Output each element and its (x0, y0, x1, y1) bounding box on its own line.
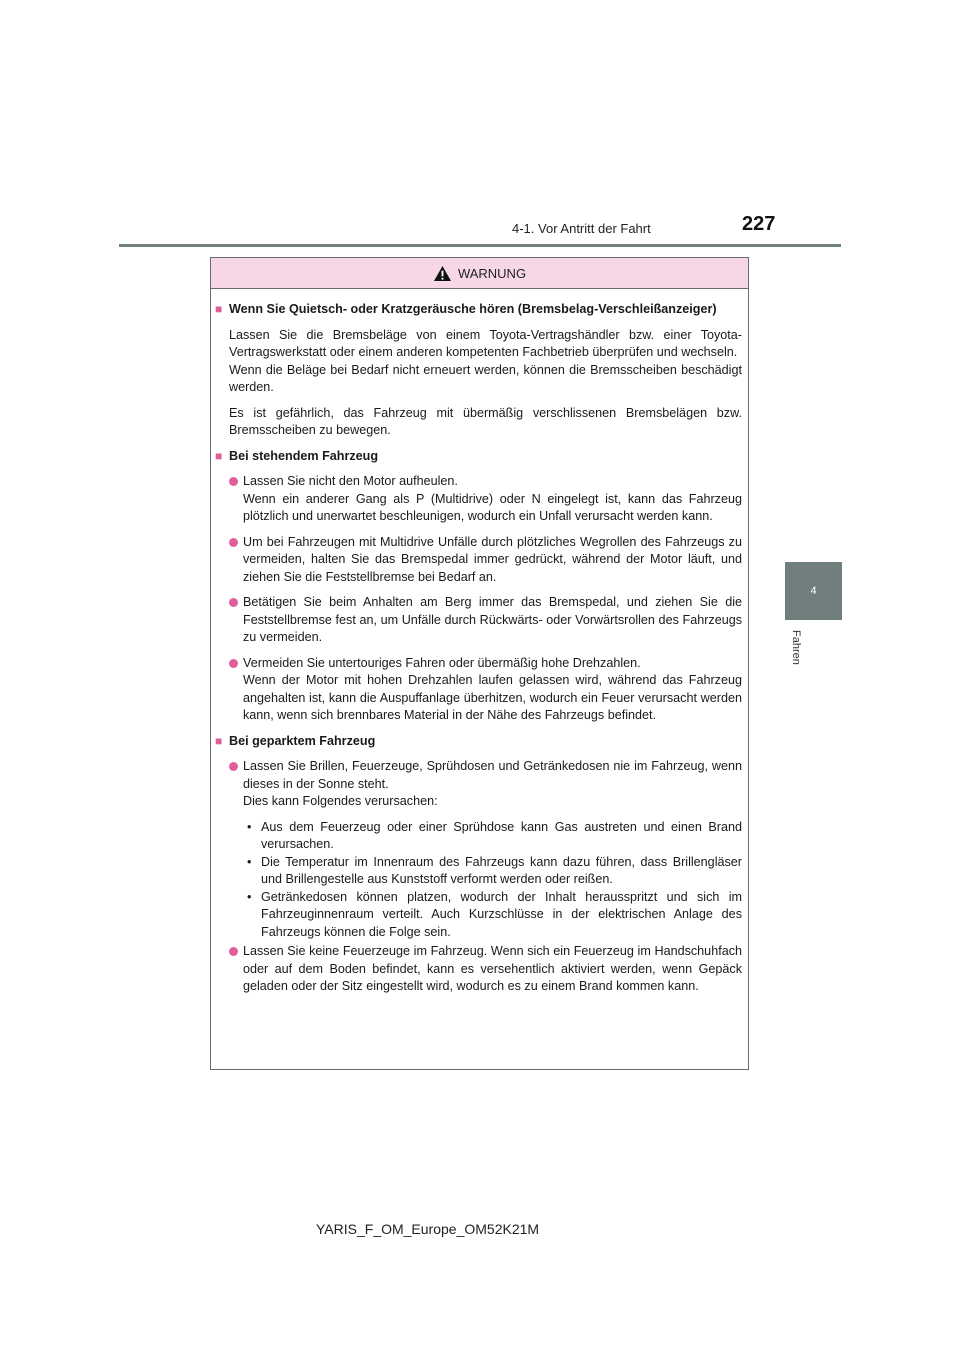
circle-bullet-icon (229, 598, 238, 607)
sub-list-item: • Aus dem Feuerzeug oder einer Sprühdose kann Gas austreten und einen Brand verursachen. (247, 819, 742, 854)
list-item: Lassen Sie keine Feuerzeuge im Fahrzeug. Wenn sich ein Feuerzeug im Handschuhfach oder auf dem Boden befindet, kann es versehentlich aktiviert werden, wenn Gepäck geladen oder der Sitz eingestellt wird, wodurch es zu einem Brand kommen kann. (229, 943, 742, 996)
paragraph: Lassen Sie die Bremsbeläge von einem Toyota-Vertragshändler bzw. einer Toyota-Vertragswerkstatt oder einem anderen kompetenten Fachbetrieb überprüfen und wechseln. Wenn die Beläge bei Bedarf nicht erneuert werden, können die Bremsscheiben beschädigt werden. (229, 327, 742, 394)
circle-bullet-icon (229, 659, 238, 668)
page-number: 227 (742, 213, 776, 235)
footer-doc-code: YARIS_F_OM_Europe_OM52K21M (316, 1221, 540, 1237)
warning-triangle-icon (433, 265, 452, 282)
sub-list (247, 819, 742, 942)
circle-bullet-icon (229, 947, 238, 956)
header-divider (119, 244, 841, 247)
list-item: Lassen Sie Brillen, Feuerzeuge, Sprühdosen und Getränkedosen nie im Fahrzeug, wenn dieses in der Sonne steht. Dies kann Folgendes verursachen: (229, 758, 742, 811)
warning-body (211, 289, 748, 996)
paragraph: Es ist gefährlich, das Fahrzeug mit übermäßig verschlissenen Bremsbelägen bzw. Bremsscheiben zu bewegen. (229, 405, 742, 437)
list-item: Vermeiden Sie untertouriges Fahren oder übermäßig hohe Drehzahlen. Wenn der Motor mit hohen Drehzahlen laufen gelassen wird, während das Fahrzeug angehalten ist, kann die Auspuffanlage überhitzen, wodurch ein Feuer verursacht werden kann, wenn sich brennbares Material in der Nähe des Fahrzeugs befindet. (229, 655, 742, 725)
list-item: Lassen Sie nicht den Motor aufheulen. Wenn ein anderer Gang als P (Multidrive) oder N eingelegt ist, kann das Fahrzeug plötzlich und unerwartet beschleunigen, wodurch ein Unfall verursacht werden kann. (229, 473, 742, 526)
warning-header (211, 258, 748, 289)
middot-icon: • (247, 819, 252, 834)
circle-bullet-icon (229, 477, 238, 486)
section-heading: ■ Wenn Sie Quietsch- oder Kratzgeräusche hören (Bremsbelag-Verschleißanzeiger) (215, 301, 742, 319)
sub-list-item: • Die Temperatur im Innenraum des Fahrzeugs kann dazu führen, dass Brillengläser und Brillengestelle aus Kunststoff verformt werden oder reißen. (247, 854, 742, 889)
section-heading: ■ Bei geparktem Fahrzeug (215, 733, 742, 751)
square-bullet-icon: ■ (215, 448, 223, 463)
header-section-title: 4-1. Vor Antritt der Fahrt (512, 221, 651, 236)
chapter-label: Fahren (790, 630, 802, 665)
square-bullet-icon: ■ (215, 302, 223, 316)
middot-icon: • (247, 854, 252, 869)
list-item: Betätigen Sie beim Anhalten am Berg immer das Bremspedal, und ziehen Sie die Feststellbremse fest an, um Unfälle durch Rückwärts- oder Vorwärtsrollen des Fahrzeugs zu vermeiden. (229, 594, 742, 647)
sub-list-item: • Getränkedosen können platzen, wodurch der Inhalt herausspritzt und sich im Fahrzeuginnenraum verteilt. Auch Kurzschlüsse in der elektrischen Anlage des Fahrzeugs können die Folge sein. (247, 889, 742, 942)
chapter-number: 4 (810, 585, 817, 597)
chapter-tab (785, 562, 842, 620)
middot-icon: • (247, 889, 252, 904)
circle-bullet-icon (229, 762, 238, 771)
warning-title: WARNUNG (457, 265, 527, 281)
circle-bullet-icon (229, 538, 238, 547)
square-bullet-icon: ■ (215, 733, 223, 748)
section-heading: ■ Bei stehendem Fahrzeug (215, 448, 742, 466)
warning-box (210, 257, 749, 1070)
list-item: Um bei Fahrzeugen mit Multidrive Unfälle durch plötzliches Wegrollen des Fahrzeugs zu vermeiden, halten Sie das Bremspedal immer gedrückt, während der Motor läuft, und ziehen Sie die Feststellbremse bei Bedarf an. (229, 534, 742, 587)
